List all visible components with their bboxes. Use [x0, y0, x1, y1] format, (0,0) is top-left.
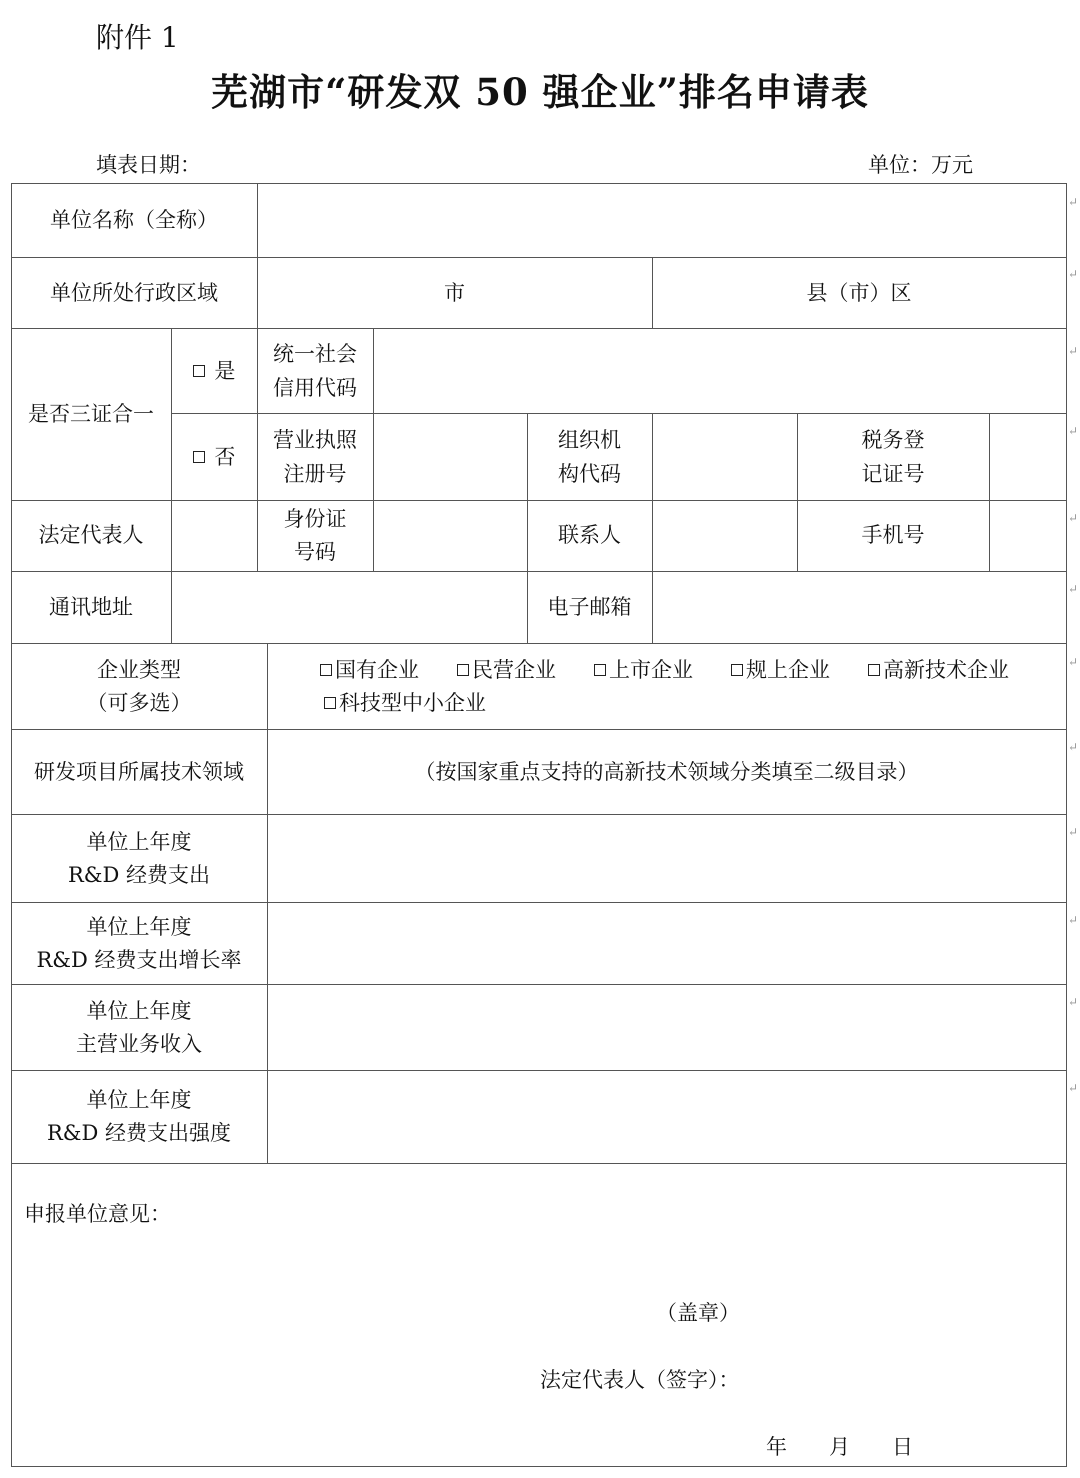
email-field[interactable] — [653, 572, 1066, 643]
return-mark-icon: ↵ — [1068, 424, 1079, 438]
signature-label: 法定代表人（签字）： — [540, 1368, 740, 1392]
return-mark-icon: ↵ — [1068, 344, 1079, 358]
return-mark-icon: ↵ — [1068, 511, 1079, 525]
tax-reg-label-line1: 税务登 — [861, 428, 925, 452]
fill-date-label: 填表日期： — [96, 153, 201, 177]
region-city[interactable]: 市 — [444, 281, 465, 305]
region-county[interactable]: 县（市）区 — [806, 281, 912, 305]
opinion-field[interactable] — [12, 1240, 1066, 1290]
return-mark-icon: ↵ — [1068, 740, 1079, 754]
table-line — [11, 729, 1067, 730]
option-label: 民营企业 — [472, 658, 556, 682]
table-line — [171, 413, 1067, 414]
yes-label: 是 — [214, 359, 236, 383]
contact-field[interactable] — [653, 501, 797, 571]
rd-growth-field[interactable] — [268, 903, 1066, 984]
mobile-label: 手机号 — [861, 523, 925, 547]
option-label: 上市企业 — [609, 658, 693, 682]
return-mark-icon: ↵ — [1068, 825, 1079, 839]
date-label: 年 月 日 — [766, 1435, 913, 1459]
org-code-label-line1: 组织机 — [558, 428, 621, 452]
option-high-tech[interactable] — [868, 653, 1009, 687]
checkbox-icon — [193, 451, 205, 463]
return-mark-icon: ↵ — [1068, 582, 1079, 596]
table-line — [11, 500, 1067, 501]
email-label: 电子邮箱 — [547, 595, 632, 619]
table-line — [11, 1466, 1067, 1467]
no-checkbox[interactable] — [171, 440, 257, 474]
return-mark-icon: ↵ — [1068, 913, 1079, 927]
three-in-one-label: 是否三证合一 — [28, 402, 154, 426]
tech-field-label: 研发项目所属技术领域 — [34, 760, 244, 784]
org-code-label-line2: 构代码 — [558, 462, 621, 486]
table-line — [11, 1163, 1067, 1164]
attachment-label: 附件 1 — [96, 21, 179, 54]
rd-growth-label-line2: R&D 经费支出增长率 — [36, 948, 242, 972]
credit-code-label-line1: 统一社会 — [273, 342, 357, 366]
option-state-owned[interactable] — [320, 653, 419, 687]
mobile-field[interactable] — [990, 501, 1066, 571]
rd-growth-label-line1: 单位上年度 — [86, 915, 192, 939]
option-above-scale[interactable] — [731, 653, 830, 687]
return-mark-icon: ↵ — [1068, 195, 1079, 209]
enterprise-type-label-line2: （可多选） — [86, 691, 192, 715]
checkbox-icon — [457, 664, 469, 676]
tech-field-input[interactable]: （按国家重点支持的高新技术领域分类填至二级目录） — [414, 760, 919, 784]
rd-expense-field[interactable] — [268, 815, 1066, 902]
option-label: 国有企业 — [335, 658, 419, 682]
credit-code-label-line2: 信用代码 — [273, 376, 357, 400]
table-line — [11, 257, 1067, 258]
tax-reg-field[interactable] — [990, 414, 1066, 500]
main-revenue-label-line2: 主营业务收入 — [76, 1032, 202, 1056]
yes-checkbox[interactable] — [171, 354, 257, 388]
org-code-field[interactable] — [653, 414, 797, 500]
business-license-label-line2: 注册号 — [283, 462, 347, 486]
address-label: 通讯地址 — [49, 595, 133, 619]
rd-expense-label-line1: 单位上年度 — [86, 830, 192, 854]
rd-expense-label-line2: R&D 经费支出 — [67, 863, 211, 887]
checkbox-icon — [324, 697, 336, 709]
seal-label: （盖章） — [656, 1301, 740, 1325]
address-field[interactable] — [172, 572, 527, 643]
table-line — [1066, 183, 1067, 1467]
checkbox-icon — [320, 664, 332, 676]
credit-code-field[interactable] — [374, 329, 1066, 413]
legal-rep-label: 法定代表人 — [38, 523, 144, 547]
tax-reg-label-line2: 记证号 — [861, 462, 925, 486]
main-revenue-label-line1: 单位上年度 — [86, 999, 192, 1023]
rd-intensity-field[interactable] — [268, 1071, 1066, 1163]
option-label: 高新技术企业 — [883, 658, 1009, 682]
checkbox-icon — [731, 664, 743, 676]
rd-intensity-label-line2: R&D 经费支出强度 — [46, 1121, 232, 1145]
legal-rep-field[interactable] — [172, 501, 257, 571]
return-mark-icon: ↵ — [1068, 995, 1079, 1009]
id-number-label-line1: 身份证 — [283, 507, 347, 531]
business-license-field[interactable] — [374, 414, 527, 500]
rd-intensity-label-line1: 单位上年度 — [86, 1088, 192, 1112]
option-label: 科技型中小企业 — [339, 691, 486, 715]
no-label: 否 — [214, 445, 236, 469]
option-listed[interactable] — [594, 653, 693, 687]
return-mark-icon: ↵ — [1068, 1081, 1079, 1095]
business-license-label-line1: 营业执照 — [273, 428, 357, 452]
option-tech-sme[interactable] — [324, 686, 486, 720]
checkbox-icon — [868, 664, 880, 676]
id-number-field[interactable] — [374, 501, 527, 571]
return-mark-icon: ↵ — [1068, 267, 1079, 281]
unit-name-field[interactable] — [258, 184, 1066, 257]
region-label: 单位所处行政区域 — [50, 281, 218, 305]
unit-name-label: 单位名称（全称） — [50, 208, 218, 232]
checkbox-icon — [193, 365, 205, 377]
table-line — [11, 643, 1067, 644]
contact-label: 联系人 — [558, 523, 621, 547]
option-private[interactable] — [457, 653, 556, 687]
return-mark-icon: ↵ — [1068, 655, 1079, 669]
checkbox-icon — [594, 664, 606, 676]
unit-label: 单位：万元 — [868, 153, 973, 177]
enterprise-type-label-line1: 企业类型 — [97, 658, 181, 682]
id-number-label-line2: 号码 — [294, 540, 336, 564]
option-label: 规上企业 — [746, 658, 830, 682]
page-title: 芜湖市“研发双 50 强企业”排名申请表 — [211, 70, 869, 114]
opinion-label: 申报单位意见： — [24, 1202, 171, 1226]
main-revenue-field[interactable] — [268, 985, 1066, 1070]
